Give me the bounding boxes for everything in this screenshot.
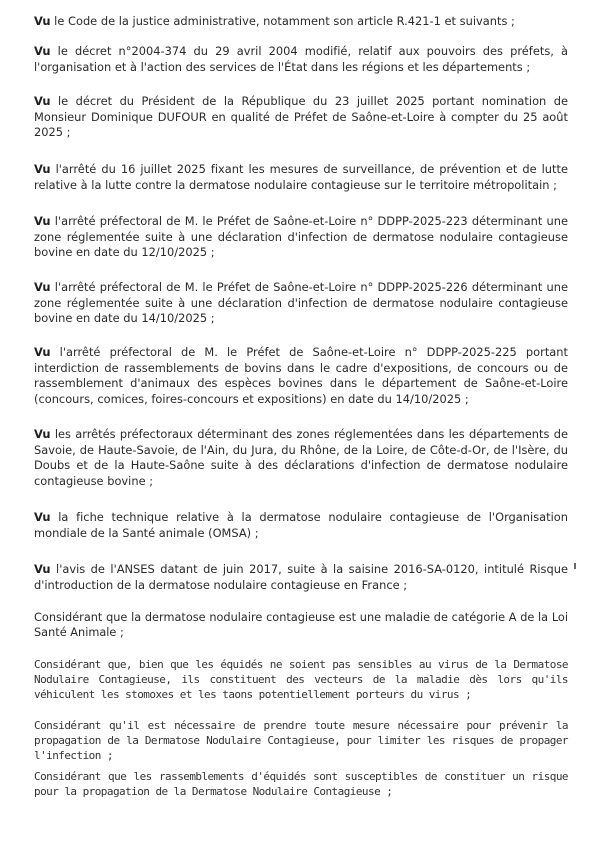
vu-lead: Vu: [34, 94, 51, 108]
vu-paragraph: [34, 427, 568, 489]
vu-paragraph: [34, 14, 568, 30]
paragraph-text: l'arrêté du 16 juillet 2025 fixant les mesures de surveillance, de prévention et de lutte relative à la lutte contre la dermatose nodulaire contagieuse sur le territoire métropolitain ;: [34, 162, 568, 192]
vu-paragraph: [34, 214, 568, 261]
vu-paragraph: [34, 280, 568, 327]
vu-lead: Vu: [34, 280, 51, 294]
paragraph-text: le décret n°2004-374 du 29 avril 2004 modifié, relatif aux pouvoirs des préfets, à l'organisation et à l'action des services de l'État dans les régions et les départements ;: [34, 44, 568, 74]
vu-lead: Vu: [34, 562, 51, 576]
vu-paragraph: [34, 510, 568, 541]
vu-paragraph: [34, 345, 568, 407]
vu-lead: Vu: [34, 427, 51, 441]
paragraph-text: la fiche technique relative à la dermatose nodulaire contagieuse de l'Organisation mondiale de la Santé animale (OMSA) ;: [34, 510, 568, 540]
considerant-paragraph: [34, 718, 568, 764]
paragraph-text: Considérant que la dermatose nodulaire contagieuse est une maladie de catégorie A de la Loi Santé Animale ;: [34, 611, 568, 640]
paragraph-text: l'arrêté préfectoral de M. le Préfet de Saône-et-Loire n° DDPP-2025-223 déterminant une zone réglementée suite à une déclaration d'infection de dermatose nodulaire contagieuse bovine en date du 12/10/2025 ;: [34, 214, 568, 260]
paragraph-text: Considérant qu'il est nécessaire de prendre toute mesure nécessaire pour prévenir la propagation de la Dermatose Nodulaire Contagieuse, pour limiter les risques de propager l'infection ;: [34, 719, 568, 763]
paragraph-text: l'arrêté préfectoral de M. le Préfet de Saône-et-Loire n° DDPP-2025-225 portant interdiction de rassemblements de bovins dans le cadre d'expositions, de concours ou de rassemblement d'animaux des espèces bovines dans le département de Saône-et-Loire (concours, comices, foires-concours et expositions) en date du 14/10/2025 ;: [34, 345, 568, 406]
considerant-paragraph: [34, 657, 568, 703]
paragraph-text: Considérant que les rassemblements d'équidés sont susceptibles de constituer un risque pour la propagation de la Dermatose Nodulaire Contagieuse ;: [34, 770, 568, 799]
paragraph-text: l'avis de l'ANSES datant de juin 2017, suite à la saisine 2016-SA-0120, intitulé Risque d'introduction de la dermatose nodulaire contagieuse en France ;: [34, 562, 568, 592]
vu-paragraph: [34, 44, 568, 75]
vu-paragraph: [34, 94, 568, 141]
paragraph-text: le décret du Président de la République du 23 juillet 2025 portant nomination de Monsieur Dominique DUFOUR en qualité de Préfet de Saône-et-Loire à compter du 25 août 2025 ;: [34, 94, 568, 140]
vu-paragraph: [34, 162, 568, 193]
considerant-paragraph: [34, 769, 568, 799]
scan-mark: [574, 563, 576, 569]
vu-lead: Vu: [34, 14, 51, 28]
vu-lead: Vu: [34, 345, 51, 359]
vu-lead: Vu: [34, 162, 51, 176]
paragraph-text: l'arrêté préfectoral de M. le Préfet de Saône-et-Loire n° DDPP-2025-226 déterminant une zone réglementée suite à une déclaration d'infection de dermatose nodulaire contagieuse bovine en date du 14/10/2025 ;: [34, 280, 568, 326]
vu-lead: Vu: [34, 44, 51, 58]
vu-lead: Vu: [34, 214, 51, 228]
vu-paragraph: [34, 562, 568, 593]
paragraph-text: le Code de la justice administrative, notamment son article R.421-1 et suivants ;: [50, 14, 515, 28]
paragraph-text: Considérant que, bien que les équidés ne soient pas sensibles au virus de la Dermatose Nodulaire Contagieuse, ils constituent des vecteurs de la maladie dès lors qu'ils véhiculent les stomoxes et les taons potentiellement porteurs du virus ;: [34, 658, 568, 702]
paragraph-text: les arrêtés préfectoraux déterminant des zones réglementées dans les départements de Savoie, de Haute-Savoie, de l'Ain, du Jura, du Rhône, de la Loire, de Côte-d-Or, de l'Isère, du Doubs et de la Haute-Saône suite à des déclarations d'infection de dermatose nodulaire contagieuse bovine ;: [34, 427, 568, 488]
considerant-paragraph: [34, 610, 568, 641]
vu-lead: Vu: [34, 510, 51, 524]
